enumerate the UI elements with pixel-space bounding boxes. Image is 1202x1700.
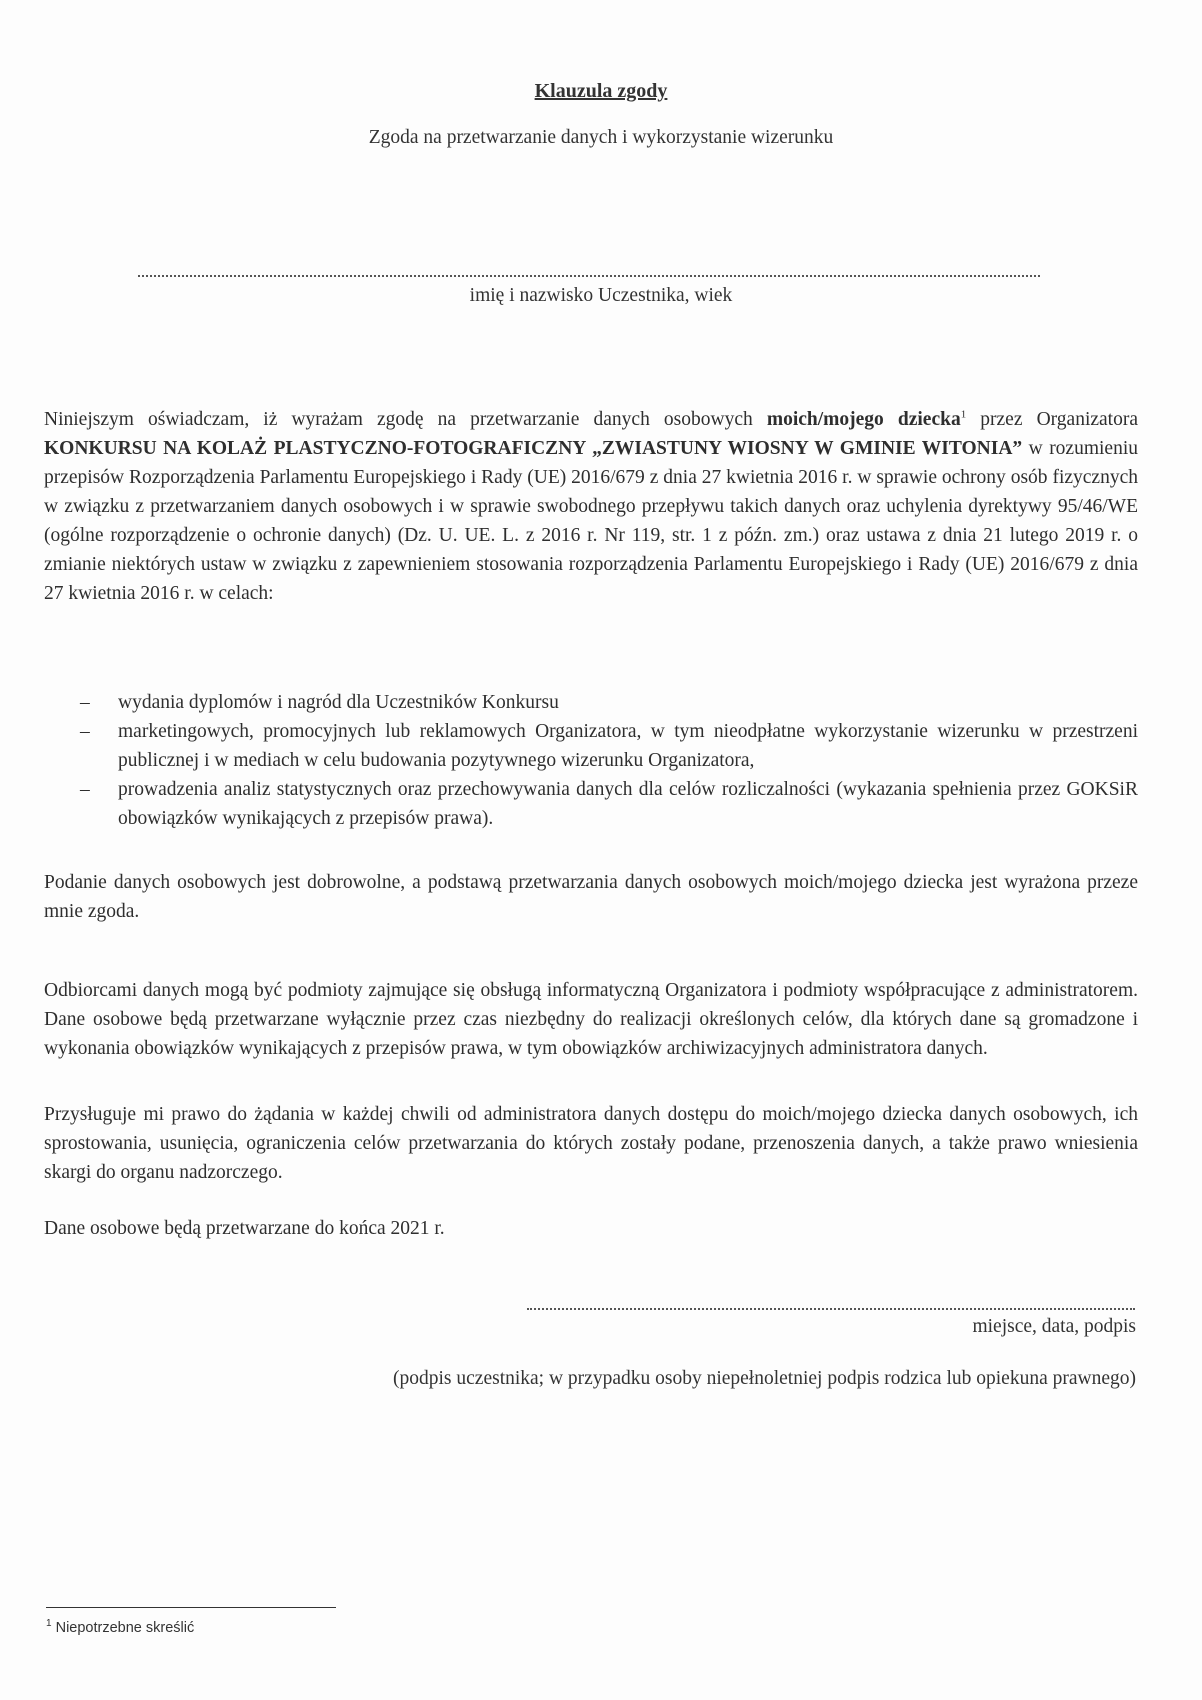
consent-subject-bold: moich/mojego dziecka: [766, 409, 961, 430]
participant-name-label: imię i nazwisko Uczestnika, wiek: [469, 285, 733, 306]
consent-text-3: w rozumieniu przepisów Rozporządzenia Parlamentu Europejskiego i Rady (UE) 2016/679 z dnia 27 kwietnia 2016 r. w sprawie ochrony osób fizycznych w związku z przetwarzaniem danych osobowych i w sprawie swobodnego przepływu takich danych oraz uchylenia dyrektywy 95/46/WE (ogólne rozporządzenie o ochronie danych) (Dz. U. UE. L. z 2016 r. Nr 119, str. 1 z późn. zm.) oraz ustawa z dnia 21 lutego 2019 r. o zmianie niektórych ustaw w związku z zapewnieniem stosowania rozporządzenia Parlamentu Europejskiego i Rady (UE) 2016/679 z dnia 27 kwietnia 2016 r. w celach:: [44, 438, 1138, 604]
footnote-ref: 1: [960, 408, 967, 421]
dash-bullet: –: [80, 779, 90, 800]
contest-name-bold: KONKURSU NA KOLAŻ PLASTYCZNO-FOTOGRAFICZNY „ZWIASTUNY WIOSNY W GMINIE WITONIA”: [44, 438, 1023, 459]
footnote-divider: [46, 1607, 336, 1608]
signature-field[interactable]: [527, 1308, 1135, 1310]
participant-name-field[interactable]: [138, 275, 1040, 277]
signature-label: miejsce, data, podpis: [972, 1316, 1136, 1337]
purpose-text: wydania dyplomów i nagród dla Uczestników Konkursu: [118, 692, 559, 713]
footnote-text: Niepotrzebne skreślić: [55, 1619, 195, 1636]
signature-note: (podpis uczestnika; w przypadku osoby niepełnoletniej podpis rodzica lub opiekuna prawnego): [393, 1368, 1136, 1389]
document-subtitle: Zgoda na przetwarzanie danych i wykorzystanie wizerunku: [368, 127, 834, 148]
purpose-text: prowadzenia analiz statystycznych oraz przechowywania danych dla celów rozliczalności (wykazania spełnienia przez GOKSiR obowiązków wynikających z przepisów prawa).: [118, 779, 1138, 829]
purpose-item: [44, 688, 1138, 717]
voluntary-paragraph: Podanie danych osobowych jest dobrowolne, a podstawą przetwarzania danych osobowych moich/mojego dziecka jest wyrażona przeze mnie zgoda.: [44, 872, 1138, 922]
consent-text-2: przez Organizatora: [966, 409, 1138, 430]
footnote-number: 1: [46, 1618, 52, 1629]
purposes-list: [44, 688, 1138, 833]
document-title: Klauzula zgody: [534, 80, 668, 102]
dash-bullet: –: [80, 692, 90, 713]
retention-paragraph: Dane osobowe będą przetwarzane do końca 2021 r.: [44, 1218, 445, 1239]
consent-paragraph: [44, 405, 1138, 608]
purpose-item: [44, 775, 1138, 833]
dash-bullet: –: [80, 721, 90, 742]
purpose-item: [44, 717, 1138, 775]
rights-paragraph: Przysługuje mi prawo do żądania w każdej chwili od administratora danych dostępu do moich/mojego dziecka danych osobowych, ich sprostowania, usunięcia, ograniczenia celów przetwarzania do których zostały podane, przenoszenia danych, a także prawo wniesienia skargi do organu nadzorczego.: [44, 1104, 1138, 1183]
purpose-text: marketingowych, promocyjnych lub reklamowych Organizatora, w tym nieodpłatne wykorzystanie wizerunku w przestrzeni publicznej i w mediach w celu budowania pozytywnego wizerunku Organizatora,: [118, 721, 1138, 771]
consent-text-1: Niniejszym oświadczam, iż wyrażam zgodę na przetwarzanie danych osobowych: [44, 409, 767, 430]
recipients-paragraph: Odbiorcami danych mogą być podmioty zajmujące się obsługą informatyczną Organizatora i podmioty współpracujące z administratorem. Dane osobowe będą przetwarzane wyłącznie przez czas niezbędny do realizacji określonych celów, dla których dane są gromadzone i wykonania obowiązków wynikających z przepisów prawa, w tym obowiązków archiwizacyjnych administratora danych.: [44, 980, 1138, 1059]
footnote: [46, 1618, 194, 1636]
